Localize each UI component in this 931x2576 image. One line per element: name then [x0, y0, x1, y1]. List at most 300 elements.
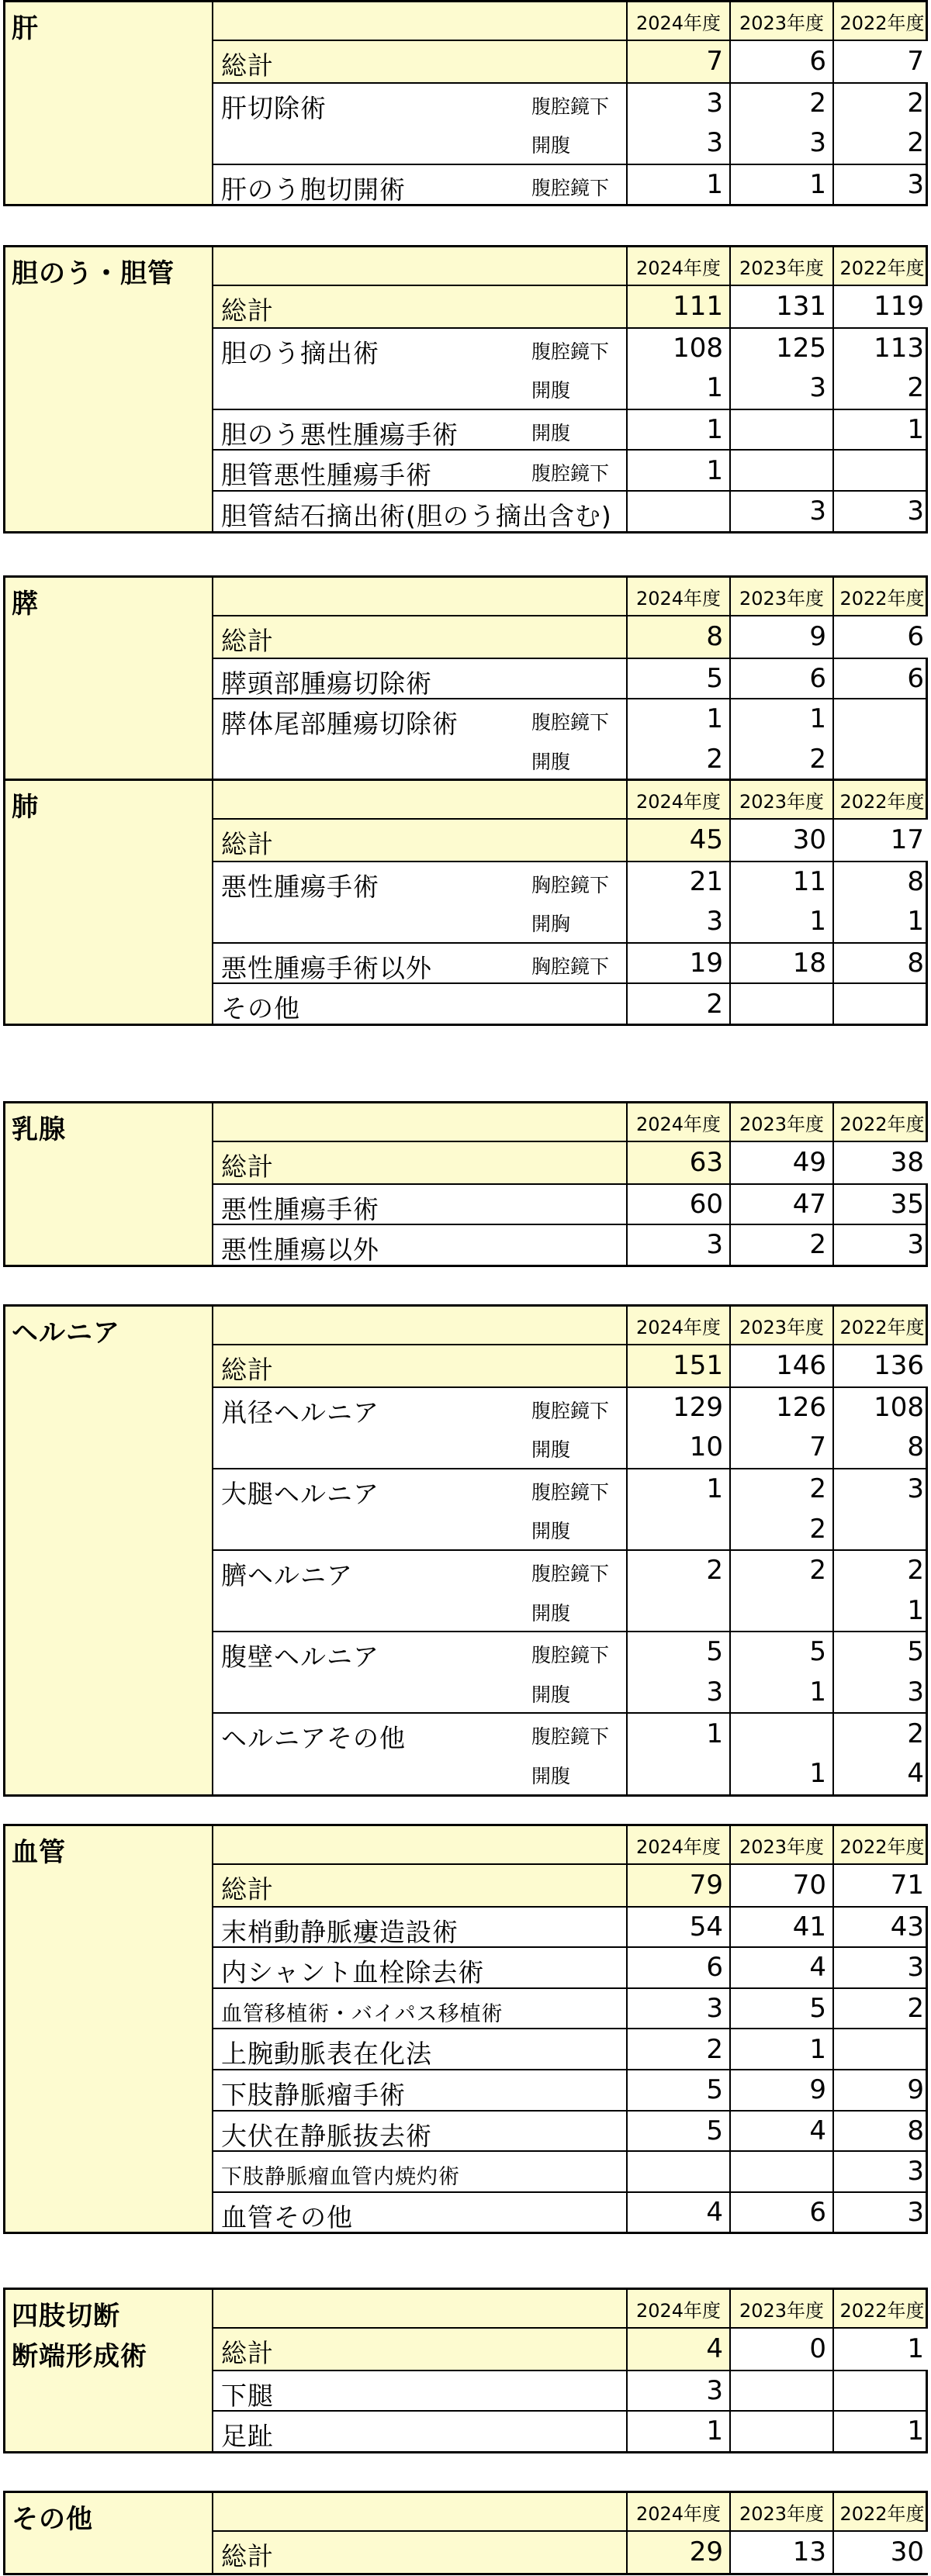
year-header-row	[213, 1103, 926, 1142]
count-2022: 136	[832, 1345, 930, 1386]
count-2022: 4	[832, 1753, 930, 1794]
approach-label: 胸腔鏡下	[531, 873, 610, 896]
section-table	[3, 575, 928, 782]
procedure-name: 大腿ヘルニア	[221, 1478, 379, 1509]
count-2023: 1	[729, 2029, 832, 2069]
count-2023: 2	[729, 739, 832, 780]
count-2022: 3	[832, 1469, 930, 1509]
count-2024: 10	[626, 1427, 729, 1468]
total-row	[213, 1142, 926, 1183]
count-2023: 2	[729, 1469, 832, 1509]
count-2023: 1	[729, 1753, 832, 1794]
approach-label: 胸腔鏡下	[531, 955, 610, 978]
procedure-name: 膵頭部腫瘍切除術	[221, 668, 432, 699]
procedure-name: 足趾	[221, 2421, 274, 2452]
count-2024: 4	[626, 2193, 729, 2232]
year-header-1: 2023年度	[729, 781, 832, 818]
count-2022: 6	[832, 659, 930, 699]
table-row	[213, 1590, 926, 1632]
table-row	[213, 409, 926, 450]
count-2022	[832, 699, 930, 739]
count-2024	[626, 492, 729, 531]
count-2024	[626, 1508, 729, 1549]
section-table	[3, 0, 928, 206]
count-2022: 2	[832, 1989, 930, 2029]
count-2024: 63	[626, 1142, 729, 1183]
count-2024: 108	[626, 329, 729, 368]
count-2024: 1	[626, 1714, 729, 1753]
count-2024: 129	[626, 1388, 729, 1428]
total-row	[213, 1865, 926, 1906]
count-2024	[626, 1590, 729, 1632]
section-title: 胆のう・胆管	[12, 258, 175, 289]
approach-label: 腹腔鏡下	[531, 1725, 610, 1749]
count-2024: 5	[626, 2070, 729, 2110]
approach-label: 開腹	[531, 1683, 571, 1706]
procedure-name: 総計	[221, 1152, 274, 1182]
procedure-name: 総計	[221, 1355, 274, 1385]
procedure-name: 悪性腫瘍以外	[221, 1234, 379, 1266]
count-2023: 11	[729, 862, 832, 902]
procedure-name: 悪性腫瘍手術	[221, 1193, 379, 1224]
count-2023: 9	[729, 2070, 832, 2110]
approach-label: 開腹	[531, 1601, 571, 1625]
table-row	[213, 1712, 926, 1753]
count-2022	[832, 739, 930, 780]
section-title-cell	[5, 578, 213, 779]
count-2024: 1	[626, 699, 729, 739]
year-header-1: 2023年度	[729, 1103, 832, 1141]
count-2023: 47	[729, 1185, 832, 1224]
count-2023: 4	[729, 1948, 832, 1987]
approach-label: 開腹	[531, 379, 571, 402]
table-row	[213, 2028, 926, 2069]
count-2022: 108	[832, 1388, 930, 1428]
count-2024: 5	[626, 1632, 729, 1672]
approach-label: 腹腔鏡下	[531, 176, 610, 199]
count-2022: 3	[832, 2193, 930, 2232]
approach-label: 腹腔鏡下	[531, 1644, 610, 1667]
procedure-name: 胆のう悪性腫瘍手術	[221, 419, 459, 450]
year-header-2: 2022年度	[832, 2493, 930, 2530]
year-header-0: 2024年度	[626, 2290, 729, 2327]
section-title: 肝	[12, 13, 39, 44]
year-header-row	[213, 247, 926, 286]
approach-label: 腹腔鏡下	[531, 95, 610, 118]
table-row	[213, 1753, 926, 1794]
section-table	[3, 1824, 928, 2234]
table-row	[213, 1631, 926, 1672]
section-title: 四肢切断	[12, 2301, 120, 2332]
approach-label: 開腹	[531, 1438, 571, 1462]
count-2023: 7	[729, 1427, 832, 1468]
count-2023: 1	[729, 699, 832, 739]
count-2022: 35	[832, 1185, 930, 1224]
count-2024: 3	[626, 1989, 729, 2029]
count-2024: 3	[626, 84, 729, 123]
table-row	[213, 1906, 926, 1947]
table-row	[213, 1508, 926, 1549]
approach-label: 腹腔鏡下	[531, 462, 610, 485]
count-2024: 8	[626, 616, 729, 658]
year-header-2: 2022年度	[832, 247, 930, 285]
table-row	[213, 658, 926, 699]
approach-label: 開腹	[531, 750, 571, 773]
count-2023: 70	[729, 1865, 832, 1906]
year-header-1: 2023年度	[729, 247, 832, 285]
count-2024: 2	[626, 1551, 729, 1590]
table-row	[213, 1946, 926, 1987]
count-2024: 60	[626, 1185, 729, 1224]
count-2024	[626, 2152, 729, 2191]
year-header-0: 2024年度	[626, 1826, 729, 1863]
count-2022: 1	[832, 1590, 930, 1632]
count-2023	[729, 2152, 832, 2191]
section-title-cell	[5, 2290, 213, 2451]
table-row	[213, 2370, 926, 2411]
count-2023: 9	[729, 616, 832, 658]
count-2023: 1	[729, 165, 832, 205]
count-2022: 3	[832, 1948, 930, 1987]
procedure-name: 血管移植術・バイパス移植術	[221, 2001, 504, 2026]
count-2022: 38	[832, 1142, 930, 1183]
count-2022	[832, 2371, 930, 2411]
count-2023	[729, 410, 832, 450]
count-2023	[729, 1714, 832, 1753]
count-2024: 3	[626, 1672, 729, 1713]
table-row	[213, 2110, 926, 2151]
count-2024: 4	[626, 2329, 729, 2370]
count-2022: 2	[832, 368, 930, 409]
total-row	[213, 41, 926, 82]
table-row	[213, 1386, 926, 1428]
table-row	[213, 1224, 926, 1265]
count-2022: 7	[832, 41, 930, 82]
count-2022	[832, 451, 930, 490]
year-header-0: 2024年度	[626, 2, 729, 40]
section-table	[3, 1101, 928, 1267]
count-2023: 131	[729, 286, 832, 327]
count-2023: 3	[729, 368, 832, 409]
approach-label: 開腹	[531, 421, 571, 444]
count-2024: 1	[626, 451, 729, 490]
year-header-0: 2024年度	[626, 578, 729, 615]
procedure-name: 総計	[221, 2541, 274, 2571]
approach-label: 開腹	[531, 1765, 571, 1787]
count-2023: 2	[729, 1551, 832, 1590]
count-2024: 79	[626, 1865, 729, 1906]
count-2024: 29	[626, 2532, 729, 2573]
count-2023: 0	[729, 2329, 832, 2370]
year-header-0: 2024年度	[626, 247, 729, 285]
count-2024: 1	[626, 410, 729, 450]
year-header-2: 2022年度	[832, 781, 930, 818]
year-header-row	[213, 781, 926, 820]
section-table	[3, 2491, 928, 2575]
procedure-name: 腹壁ヘルニア	[221, 1642, 379, 1673]
procedure-name: 肝切除術	[221, 92, 327, 123]
count-2024: 7	[626, 41, 729, 82]
section-title-cell	[5, 1307, 213, 1794]
count-2023: 2	[729, 1508, 832, 1549]
count-2023	[729, 984, 832, 1024]
count-2023	[729, 2412, 832, 2451]
table-row	[213, 1987, 926, 2029]
table-row	[213, 368, 926, 409]
count-2024: 54	[626, 1908, 729, 1947]
section-title-cell	[5, 781, 213, 1024]
procedure-name: 総計	[221, 295, 274, 326]
procedure-name: 総計	[221, 626, 274, 656]
procedure-name: 内シャント血栓除去術	[221, 1957, 485, 1988]
procedure-name: その他	[221, 993, 300, 1024]
table-row	[213, 698, 926, 739]
approach-label: 腹腔鏡下	[531, 711, 610, 734]
year-header-1: 2023年度	[729, 1307, 832, 1344]
count-2024: 151	[626, 1345, 729, 1386]
procedure-name: 総計	[221, 1874, 274, 1904]
count-2023: 13	[729, 2532, 832, 2573]
count-2022: 8	[832, 944, 930, 983]
count-2022: 8	[832, 1427, 930, 1468]
total-row	[213, 616, 926, 658]
count-2024: 21	[626, 862, 729, 902]
total-row	[213, 1345, 926, 1386]
count-2024: 3	[626, 2371, 729, 2411]
count-2024: 2	[626, 739, 729, 780]
procedure-name: 下腿	[221, 2380, 274, 2411]
year-header-0: 2024年度	[626, 2493, 729, 2530]
year-header-0: 2024年度	[626, 1307, 729, 1344]
year-header-row	[213, 2493, 926, 2532]
total-row	[213, 2329, 926, 2370]
section-table	[3, 1304, 928, 1797]
count-2024: 1	[626, 165, 729, 205]
count-2023: 6	[729, 659, 832, 699]
table-row	[213, 82, 926, 123]
procedure-name: 下肢静脈瘤手術	[221, 2080, 406, 2110]
approach-label: 開腹	[531, 134, 571, 157]
count-2022: 9	[832, 2070, 930, 2110]
table-row	[213, 2410, 926, 2451]
count-2024: 6	[626, 1948, 729, 1987]
count-2023: 1	[729, 1672, 832, 1713]
year-header-row	[213, 1307, 926, 1345]
approach-label: 腹腔鏡下	[531, 1563, 610, 1585]
year-header-1: 2023年度	[729, 2290, 832, 2327]
count-2022: 2	[832, 1551, 930, 1590]
procedure-name: 総計	[221, 50, 274, 81]
approach-label: 腹腔鏡下	[531, 340, 610, 363]
section-title-cell	[5, 1826, 213, 2232]
count-2023: 5	[729, 1989, 832, 2029]
count-2023: 30	[729, 820, 832, 861]
year-header-1: 2023年度	[729, 2, 832, 40]
procedure-name: 総計	[221, 2338, 274, 2368]
section-title-cell	[5, 247, 213, 531]
year-header-2: 2022年度	[832, 1103, 930, 1141]
total-row	[213, 286, 926, 327]
count-2024: 45	[626, 820, 729, 861]
count-2024: 111	[626, 286, 729, 327]
table-row	[213, 2069, 926, 2110]
table-row	[213, 123, 926, 164]
procedure-name: 悪性腫瘍手術	[221, 871, 379, 902]
year-header-1: 2023年度	[729, 1826, 832, 1863]
count-2023	[729, 451, 832, 490]
count-2023: 2	[729, 1225, 832, 1265]
year-header-1: 2023年度	[729, 2493, 832, 2530]
count-2022: 2	[832, 123, 930, 164]
count-2022: 119	[832, 286, 930, 327]
count-2022: 71	[832, 1865, 930, 1906]
count-2024: 1	[626, 2412, 729, 2451]
section-title-cell	[5, 2493, 213, 2573]
total-row	[213, 820, 926, 861]
count-2022: 1	[832, 2329, 930, 2370]
section-table	[3, 2288, 928, 2453]
count-2023: 1	[729, 901, 832, 942]
count-2023: 41	[729, 1908, 832, 1947]
procedure-name: 血管その他	[221, 2201, 353, 2232]
table-row	[213, 449, 926, 490]
procedure-name: 胆管結石摘出術(胆のう摘出含む)	[221, 501, 612, 531]
table-row	[213, 942, 926, 983]
procedure-name: 上腕動脈表在化法	[221, 2039, 432, 2070]
count-2023: 6	[729, 2193, 832, 2232]
count-2022: 3	[832, 1672, 930, 1713]
table-row	[213, 2191, 926, 2232]
procedure-name: 鼡径ヘルニア	[221, 1397, 379, 1428]
year-header-0: 2024年度	[626, 1103, 729, 1141]
section-title: 肺	[12, 792, 39, 823]
count-2022: 30	[832, 2532, 930, 2573]
count-2022: 8	[832, 862, 930, 902]
count-2023: 125	[729, 329, 832, 368]
year-header-2: 2022年度	[832, 1307, 930, 1344]
procedure-name: ヘルニアその他	[221, 1723, 406, 1754]
section-title-line2: 断端形成術	[12, 2341, 147, 2372]
table-row	[213, 1672, 926, 1713]
section-title: 血管	[12, 1837, 66, 1868]
count-2023	[729, 1590, 832, 1632]
year-header-row	[213, 578, 926, 616]
count-2022: 43	[832, 1908, 930, 1947]
year-header-row	[213, 2290, 926, 2329]
count-2023: 3	[729, 123, 832, 164]
procedure-name: 肝のう胞切開術	[221, 174, 406, 205]
count-2022	[832, 2029, 930, 2069]
count-2022: 2	[832, 1714, 930, 1753]
count-2022: 113	[832, 329, 930, 368]
count-2023: 146	[729, 1345, 832, 1386]
approach-label: 腹腔鏡下	[531, 1480, 610, 1504]
procedure-name: 臍ヘルニア	[221, 1560, 353, 1590]
count-2023: 126	[729, 1388, 832, 1428]
table-row	[213, 1183, 926, 1224]
approach-label: 開腹	[531, 1520, 571, 1543]
section-title-cell	[5, 1103, 213, 1265]
procedure-name: 下肢静脈瘤血管内焼灼術	[221, 2165, 460, 2190]
count-2023: 5	[729, 1632, 832, 1672]
table-row	[213, 1427, 926, 1468]
table-row	[213, 1549, 926, 1590]
table-row	[213, 982, 926, 1024]
count-2022: 8	[832, 2112, 930, 2151]
count-2022: 3	[832, 1225, 930, 1265]
count-2022: 5	[832, 1632, 930, 1672]
procedure-name: 大伏在静脈抜去術	[221, 2120, 432, 2151]
table-row	[213, 164, 926, 205]
count-2022	[832, 1508, 930, 1549]
count-2023: 3	[729, 492, 832, 531]
count-2023: 18	[729, 944, 832, 983]
year-header-row	[213, 2, 926, 41]
count-2022: 1	[832, 410, 930, 450]
approach-label: 開胸	[531, 913, 571, 936]
count-2024: 19	[626, 944, 729, 983]
approach-label: 腹腔鏡下	[531, 1399, 610, 1422]
count-2023: 2	[729, 84, 832, 123]
procedure-name: 悪性腫瘍手術以外	[221, 952, 432, 983]
procedure-name: 胆のう摘出術	[221, 337, 379, 368]
count-2024: 3	[626, 1225, 729, 1265]
count-2022	[832, 984, 930, 1024]
year-header-row	[213, 1826, 926, 1865]
count-2022: 1	[832, 2412, 930, 2451]
section-title-cell	[5, 2, 213, 204]
count-2022: 3	[832, 492, 930, 531]
table-row	[213, 490, 926, 531]
count-2022: 1	[832, 901, 930, 942]
section-title: 乳腺	[12, 1114, 66, 1145]
count-2022: 17	[832, 820, 930, 861]
procedure-name: 末梢動静脈瘻造設術	[221, 1916, 459, 1947]
count-2022: 6	[832, 616, 930, 658]
section-title: 膵	[12, 589, 39, 620]
table-row	[213, 1468, 926, 1509]
section-table	[3, 245, 928, 534]
total-row	[213, 2532, 926, 2573]
table-row	[213, 861, 926, 902]
procedure-name: 胆管悪性腫瘍手術	[221, 460, 432, 491]
count-2024	[626, 1753, 729, 1794]
procedure-name: 総計	[221, 829, 274, 859]
count-2024: 3	[626, 123, 729, 164]
count-2023	[729, 2371, 832, 2411]
year-header-0: 2024年度	[626, 781, 729, 818]
year-header-1: 2023年度	[729, 578, 832, 615]
section-title: ヘルニア	[12, 1317, 120, 1348]
count-2024: 5	[626, 659, 729, 699]
count-2024: 1	[626, 1469, 729, 1509]
table-row	[213, 901, 926, 942]
count-2024: 1	[626, 368, 729, 409]
count-2022: 2	[832, 84, 930, 123]
count-2022: 3	[832, 2152, 930, 2191]
year-header-2: 2022年度	[832, 578, 930, 615]
table-row	[213, 327, 926, 368]
count-2023: 49	[729, 1142, 832, 1183]
year-header-2: 2022年度	[832, 2, 930, 40]
count-2023: 4	[729, 2112, 832, 2151]
table-row	[213, 739, 926, 780]
section-title: その他	[12, 2504, 93, 2535]
count-2024: 3	[626, 901, 729, 942]
table-row	[213, 2150, 926, 2191]
section-table	[3, 779, 928, 1026]
count-2024: 5	[626, 2112, 729, 2151]
